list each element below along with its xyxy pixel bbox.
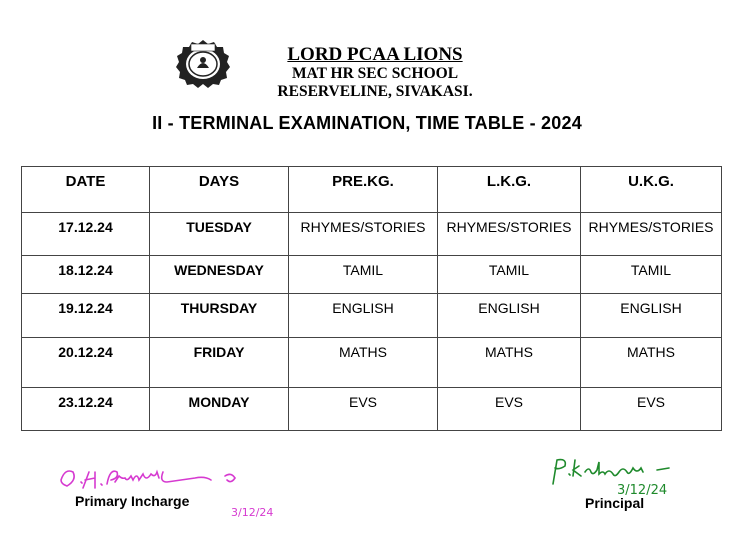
header-lkg: L.K.G. [438,167,581,213]
header-date: DATE [22,167,150,213]
table-header-row [22,167,722,213]
table-row [22,213,722,256]
exam-title: II - TERMINAL EXAMINATION, TIME TABLE - 2024 [152,113,582,133]
school-type: MAT HR SEC SCHOOL [291,65,459,82]
primary-incharge-signature [55,462,295,522]
right-sign-date: 3/12/24 [617,483,668,498]
cell-prekg: EVS [289,388,438,431]
cell-prekg: MATHS [289,338,438,388]
table-row [22,338,722,388]
cell-date: 19.12.24 [22,294,150,338]
cell-date: 20.12.24 [22,338,150,388]
school-name: LORD PCAA LIONS [287,44,463,65]
cell-day: THURSDAY [150,294,289,338]
cell-day: TUESDAY [150,213,289,256]
cell-lkg: EVS [438,388,581,431]
cell-ukg: MATHS [581,338,722,388]
table-row [22,388,722,431]
left-sign-date: 3/12/24 [231,506,274,519]
principal-signature [545,450,685,500]
header-prekg: PRE.KG. [289,167,438,213]
cell-lkg: ENGLISH [438,294,581,338]
cell-date: 18.12.24 [22,256,150,294]
cell-prekg: ENGLISH [289,294,438,338]
cell-date: 17.12.24 [22,213,150,256]
header-ukg: U.K.G. [581,167,722,213]
cell-day: MONDAY [150,388,289,431]
cell-ukg: RHYMES/STORIES [581,213,722,256]
school-header [240,44,510,101]
cell-ukg: TAMIL [581,256,722,294]
header-days: DAYS [150,167,289,213]
cell-day: WEDNESDAY [150,256,289,294]
cell-lkg: MATHS [438,338,581,388]
timetable [21,166,722,431]
cell-lkg: TAMIL [438,256,581,294]
table-row [22,294,722,338]
primary-incharge-label: Primary Incharge [75,493,190,509]
school-logo [171,38,235,88]
table-row [22,256,722,294]
school-address: RESERVELINE, SIVAKASI. [277,83,473,100]
cell-ukg: EVS [581,388,722,431]
principal-label: Principal [585,495,645,511]
cell-date: 23.12.24 [22,388,150,431]
cell-day: FRIDAY [150,338,289,388]
cell-prekg: TAMIL [289,256,438,294]
cell-ukg: ENGLISH [581,294,722,338]
cell-prekg: RHYMES/STORIES [289,213,438,256]
cell-lkg: RHYMES/STORIES [438,213,581,256]
